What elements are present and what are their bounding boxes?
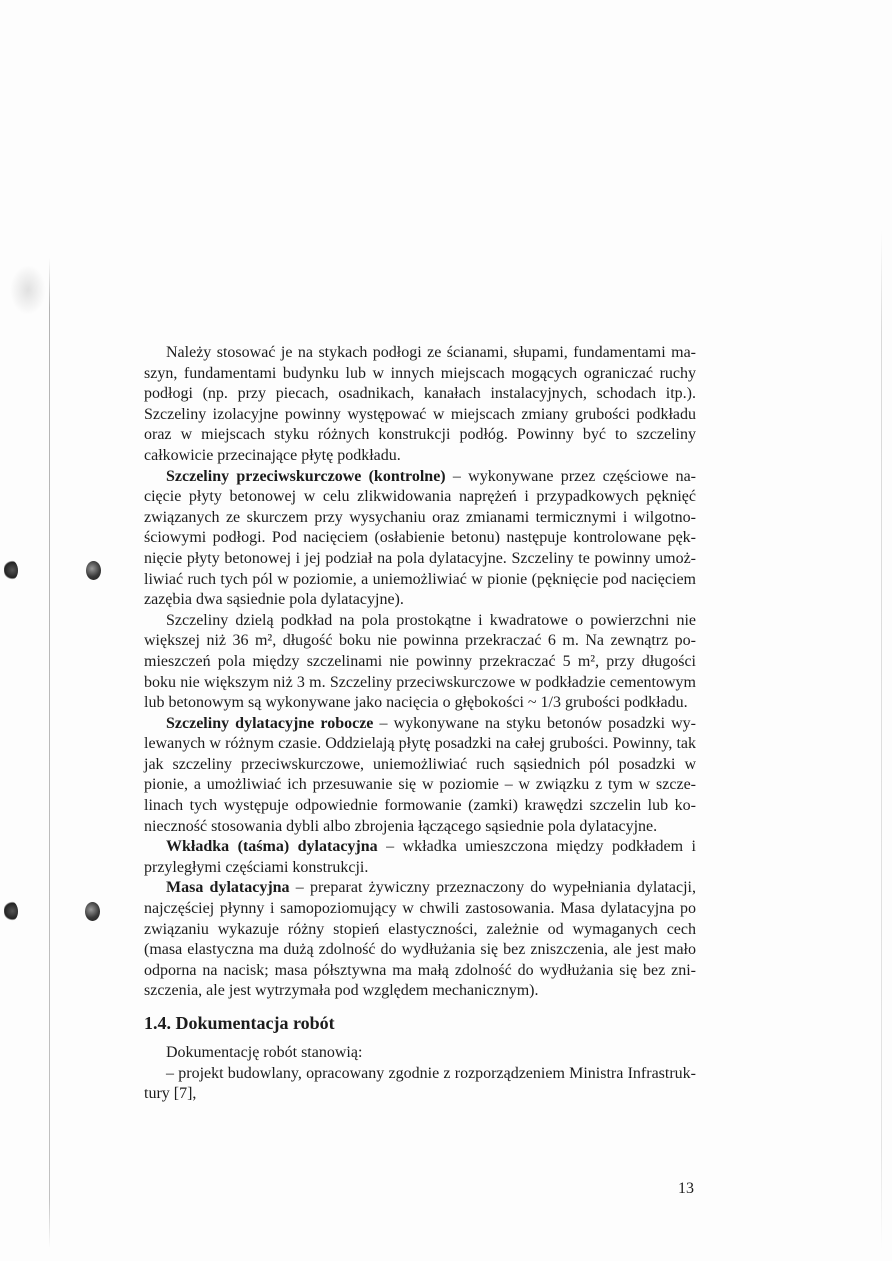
body-text: [144, 343, 696, 1105]
scan-smudge: [10, 265, 46, 315]
paragraph-joint-fields: [144, 611, 696, 714]
paragraph-contraction-joints: [144, 467, 696, 611]
page-number: 13: [678, 1180, 694, 1197]
edge-mark-top: [4, 560, 18, 580]
term-contraction-joints: Szczeliny przeciwskurczowe (kontrolne): [166, 467, 446, 485]
page-right-edge: [881, 230, 882, 1250]
paragraph-text: Należy stosować je na stykach podłogi ze ścianami, słupami, fundamentami maszyn, fundamentami budynku lub w innych miejscach mogących ograniczać ruchy podłogi (np. przy piecach, osadnikach, kanałach instalacyjnych, schodach itp.). Szczeliny izolacyjne powinny występować w miejscach zmiany grubości podkładu oraz w miejscach styku różnych konstrukcji podłóg. Powinny być to szczeliny całkowicie przecinające płytę podkładu.: [144, 344, 696, 464]
section-intro: Dokumentację robót stanowią:: [166, 1044, 363, 1061]
paragraph-joint-insert: [144, 837, 696, 878]
term-construction-joints: Szczeliny dylatacyjne robocze: [166, 714, 374, 732]
term-joint-compound: Masa dylatacyjna: [166, 879, 290, 897]
paragraph-text: Szczeliny dzielą podkład na pola prostokątne i kwadratowe o powierzchni nie większej niż 36 m², długość boku nie powinna przekraczać 6 m. Na zewnątrz pomieszczeń pola między szczelinami nie powinny przekraczać 5 m², przy długości boku nie większym niż 3 m. Szczeliny przeciwskurczowe w podkładzie cementowym lub betonowym są wykonywane jako nacięcia o głębokości ~ 1/3 grubości podkładu.: [144, 611, 696, 712]
paragraph-text: – preparat żywiczny przeznaczony do wypełniania dylatacji, najczęściej płynny i samopoziomujący w chwili zastosowania. Masa dylatacyjna po związaniu wykazuje różny stopień elastyczności, zależnie od wymaganych cech (masa elastyczna ma dużą zdolność do wydłużania się bez zniszczenia, ale jest mało odporna na nacisk; masa półsztywna ma małą zdolność do wydłużania się bez zniszczenia, ale jest wytrzymała pod względem mechanicznym).: [144, 879, 696, 1000]
paragraph-text: – wkładka umieszczona między podkładem i przyległymi częściami konstrukcji.: [144, 838, 696, 876]
paragraph-text: – wykonywane przez częściowe nacięcie płyty betonowej w celu zlikwidowania naprężeń i przypadkowych pęknięć związanych ze skurczem przy wysychaniu oraz zmianami termicznymi i wilgotnościowymi podłogi. Pod nacięciem (osłabienie betonu) następuje kontrolowane pęknięcie płyty betonowej i jej podział na pola dylatacyjne. Szczeliny te powinny umożliwiać ruch tych pól w poziomie, a uniemożliwiać w pionie (pęknięcie pod nacięciem zazębia dwa sąsiednie pola dylatacyjne).: [144, 467, 696, 609]
binding-edge-line: [49, 258, 50, 1248]
paragraph-joint-compound: [144, 878, 696, 1002]
section-heading: 1.4. Dokumentacja robót: [144, 1013, 335, 1033]
punch-hole-bottom: [85, 902, 100, 921]
paragraph-text: – wykonywane na styku betonów posadzki wylewanych w różnym czasie. Oddzielają płytę posadzki na całej grubości. Powinny, tak jak szczeliny przeciwskurczowe, uniemożliwiać ruch sąsiednich pól posadzki w pionie, a umożliwiać ich przesuwanie się w poziomie – w związku z tym w szczelinach tych występuje odpowiednie formowanie (zamki) krawędzi szczelin lub konieczność stosowania dybli albo zbrojenia łączącego sąsiednie pola dylatacyjne.: [144, 714, 696, 835]
punch-hole-top: [86, 561, 101, 580]
paragraph-construction-joints: [144, 714, 696, 838]
paragraph-isolation-joints: [144, 343, 696, 467]
edge-mark-bottom: [4, 901, 18, 921]
term-joint-insert: Wkładka (taśma) dylatacyjna: [166, 838, 378, 856]
list-item: – projekt budowlany, opracowany zgodnie z rozporządzeniem Ministra Infrastruktury [7],: [144, 1064, 696, 1103]
